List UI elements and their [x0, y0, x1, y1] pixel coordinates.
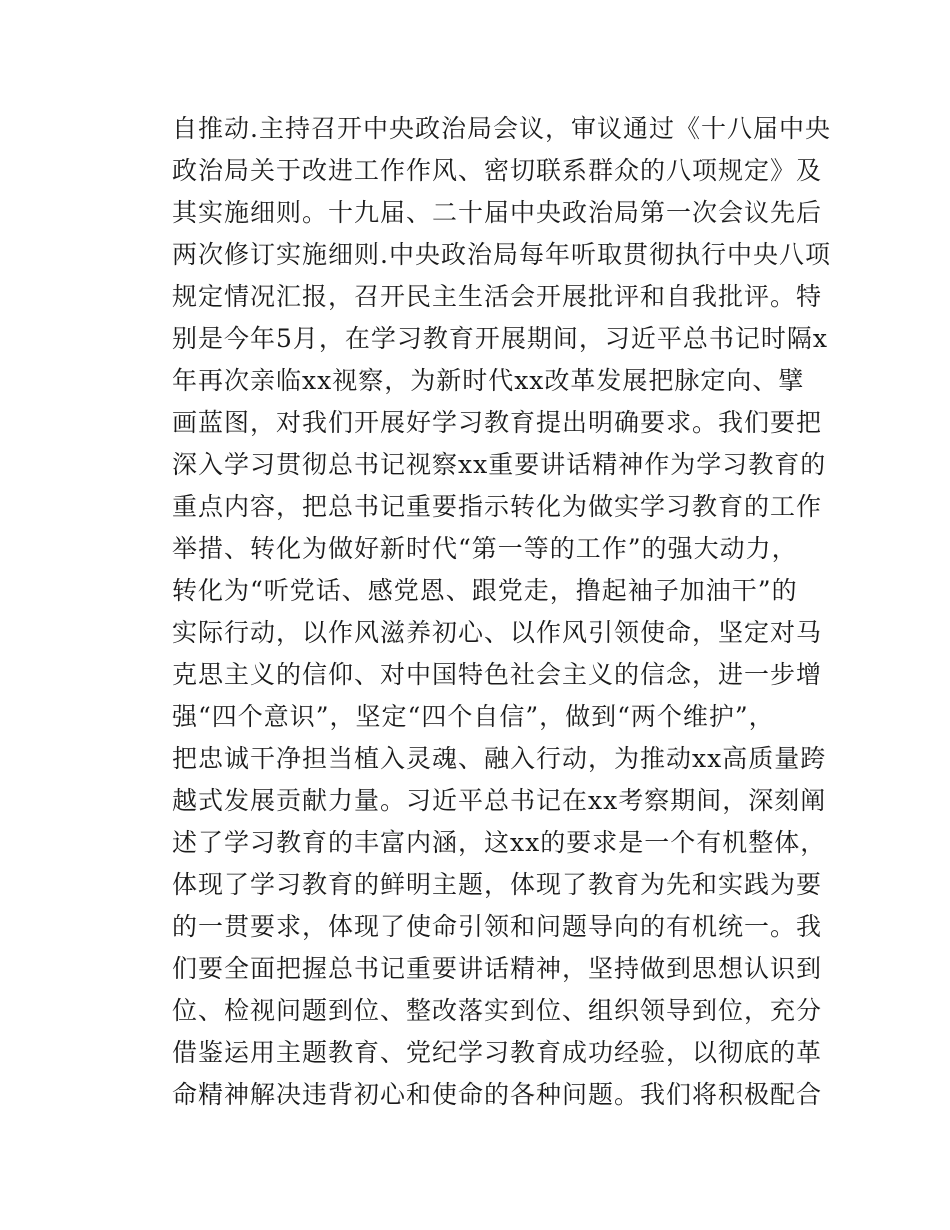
text-line: 重点内容，把总书记重要指示转化为做实学习教育的工作: [172, 492, 823, 521]
text-line: 画蓝图，对我们开展好学习教育提出明确要求。我们要把: [172, 408, 823, 437]
text-line: 体现了学习教育的鲜明主题，体现了教育为先和实践为要: [172, 870, 823, 899]
text-line: 举措、转化为做好新时代“第一等的工作”的强大动力，: [172, 534, 798, 563]
text-line: 转化为“听党话、感党恩、跟党走，撸起袖子加油干”的: [172, 576, 798, 605]
text-line: 克思主义的信仰、对中国特色社会主义的信念，进一步增: [172, 660, 823, 689]
text-line: 把忠诚干净担当植入灵魂、融入行动，为推动xx高质量跨: [172, 744, 827, 773]
text-line: 命精神解决违背初心和使命的各种问题。我们将积极配合: [172, 1080, 823, 1109]
text-line: 规定情况汇报，召开民主生活会开展批评和自我批评。特: [172, 282, 823, 311]
text-line: 位、检视问题到位、整改落实到位、组织领导到位，充分: [172, 996, 823, 1025]
text-line: 别是今年5月，在学习教育开展期间，习近平总书记时隔x: [172, 324, 829, 353]
text-line: 们要全面把握总书记重要讲话精神，坚持做到思想认识到: [172, 954, 823, 983]
text-line: 的一贯要求，体现了使命引领和问题导向的有机统一。我: [172, 912, 823, 941]
text-line: 自推动.主持召开中央政治局会议，审议通过《十八届中央: [172, 114, 831, 143]
text-line: 借鉴运用主题教育、党纪学习教育成功经验，以彻底的革: [172, 1038, 823, 1067]
text-line: 政治局关于改进工作作风、密切联系群众的八项规定》及: [172, 156, 823, 185]
text-line: 强“四个意识”，坚定“四个自信”，做到“两个维护”，: [172, 702, 775, 731]
text-line: 越式发展贡献力量。习近平总书记在xx考察期间，深刻阐: [172, 786, 827, 815]
text-line: 实际行动，以作风滋养初心、以作风引领使命，坚定对马: [172, 618, 823, 647]
text-line: 其实施细则。十九届、二十届中央政治局第一次会议先后: [172, 198, 823, 227]
text-line: 深入学习贯彻总书记视察xx重要讲话精神作为学习教育的: [172, 450, 827, 479]
text-line: 述了学习教育的丰富内涵，这xx的要求是一个有机整体，: [172, 828, 827, 857]
text-line: 两次修订实施细则.中央政治局每年听取贯彻执行中央八项: [172, 240, 831, 269]
text-line: 年再次亲临xx视察，为新时代xx改革发展把脉定向、擘: [172, 366, 805, 395]
body-paragraph: [172, 108, 831, 1116]
